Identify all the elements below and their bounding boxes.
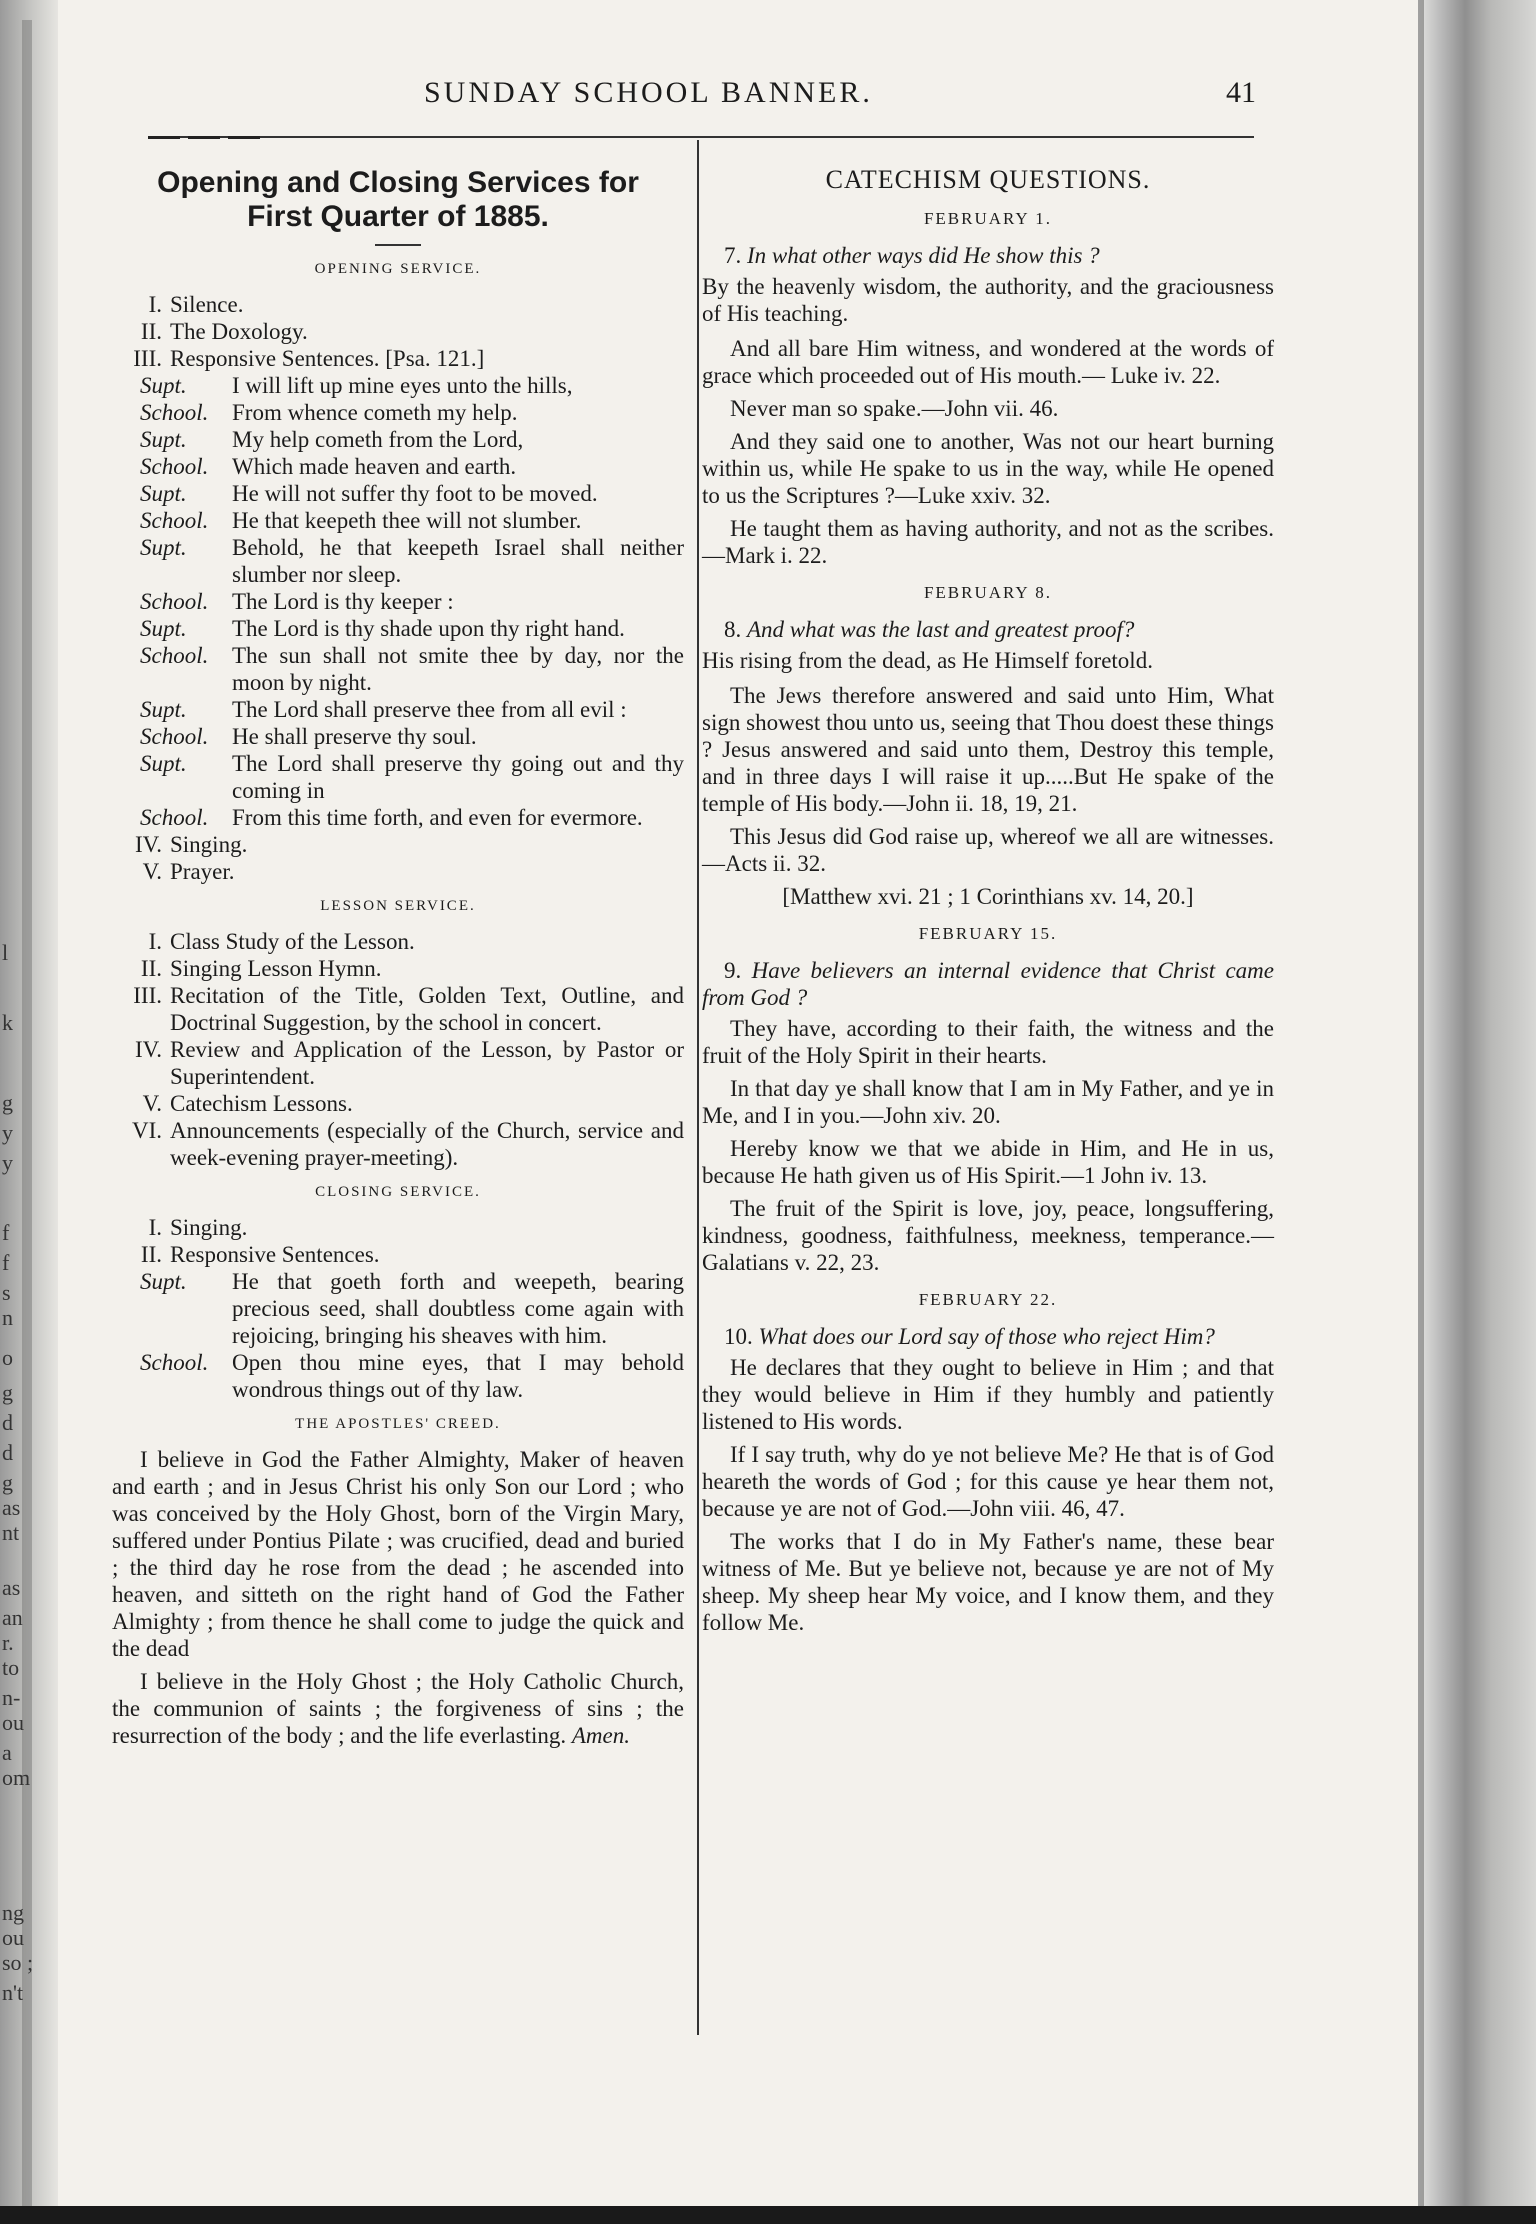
speaker-label: Supt. xyxy=(140,373,187,398)
numbered-item xyxy=(112,982,684,1036)
responsive-line xyxy=(112,1349,684,1403)
speaker-label: Supt. xyxy=(140,616,187,641)
closing-responsive-sentences xyxy=(112,1268,684,1403)
answer-paragraph: By the heavenly wisdom, the authority, and the graciousness of His teaching. xyxy=(702,274,1274,326)
answer-paragraph: His rising from the dead, as He Himself foretold. xyxy=(702,648,1153,673)
responsive-line xyxy=(112,1268,684,1349)
item-number: I. xyxy=(148,292,162,317)
speaker-label: Supt. xyxy=(140,751,187,776)
answer-paragraph: The works that I do in My Father's name, these bear witness of Me. But ye believe not, because ye are not of My sheep. My sheep hear My voice, and I know them, and they follow Me. xyxy=(702,1529,1274,1635)
numbered-item xyxy=(112,831,684,858)
responsive-sentences xyxy=(112,372,684,831)
answer-paragraph: They have, according to their faith, the witness and the fruit of the Holy Spirit in their hearts. xyxy=(702,1016,1274,1068)
answer-paragraph: And all bare Him witness, and wondered at the words of grace which proceeded out of His mouth.— Luke iv. 22. xyxy=(702,336,1274,388)
left-column xyxy=(112,166,684,1755)
creed-paragraph-1: I believe in God the Father Almighty, Maker of heaven and earth ; and in Jesus Christ his only Son our Lord ; who was conceived by the Holy Ghost, born of the Virgin Mary, suffered under Pontius Pilate ; was crucified, dead and buried ; the third day he rose from the dead ; he ascended into heaven, and sitteth on the right hand of God the Father Almighty ; from thence he shall come to judge the quick and the dead xyxy=(112,1447,684,1661)
margin-fragment: f xyxy=(2,1250,10,1275)
closing-service-heading: CLOSING SERVICE. xyxy=(315,1184,481,1200)
answer-paragraph: In that day ye shall know that I am in My Father, and ye in Me, and I in you.—John xiv. 20. xyxy=(702,1076,1274,1128)
numbered-item xyxy=(112,291,684,318)
responsive-text: Which made heaven and earth. xyxy=(232,454,517,479)
responsive-line xyxy=(112,534,684,588)
item-number: V. xyxy=(142,859,162,884)
item-text: Review and Application of the Lesson, by Pastor or Superintendent. xyxy=(170,1037,684,1089)
answer-paragraph: Never man so spake.—John vii. 46. xyxy=(730,396,1059,421)
numbered-item xyxy=(112,318,684,345)
answer-paragraph: And they said one to another, Was not our heart burning within us, while He spake to us in the way, while He opened to us the Scriptures ?—Luke xxiv. 32. xyxy=(702,429,1274,508)
numbered-item xyxy=(112,955,684,982)
responsive-text: He shall preserve thy soul. xyxy=(232,724,477,749)
catechism-question xyxy=(702,616,1274,643)
responsive-text: The Lord is thy shade upon thy right hand. xyxy=(232,616,625,641)
speaker-label: School. xyxy=(140,643,209,668)
responsive-text: The sun shall not smite thee by day, nor the moon by night. xyxy=(232,643,684,695)
item-number: II. xyxy=(140,956,162,981)
catechism-section xyxy=(702,920,1274,1276)
item-text: Singing Lesson Hymn. xyxy=(170,956,382,981)
margin-fragment: d xyxy=(2,1410,13,1435)
speaker-label: School. xyxy=(140,1350,209,1375)
responsive-text: He will not suffer thy foot to be moved. xyxy=(232,481,598,506)
numbered-item xyxy=(112,1214,684,1241)
catechism-section xyxy=(702,1286,1274,1636)
responsive-text: He that keepeth thee will not slumber. xyxy=(232,508,582,533)
lesson-service-heading: LESSON SERVICE. xyxy=(320,898,476,914)
answer-paragraph: Hereby know we that we abide in Him, and He in us, because He hath given us of His Spirit.—1 John iv. 13. xyxy=(702,1136,1274,1188)
margin-fragment: ng xyxy=(2,1900,24,1925)
opening-items xyxy=(112,291,684,372)
item-text: Silence. xyxy=(170,292,244,317)
responsive-line xyxy=(112,750,684,804)
margin-fragment: an xyxy=(2,1605,23,1630)
item-number: III. xyxy=(133,983,162,1008)
numbered-item xyxy=(112,1090,684,1117)
numbered-item xyxy=(112,1117,684,1171)
question-text: What does our Lord say of those who reject Him? xyxy=(758,1324,1215,1349)
margin-fragment: n- xyxy=(2,1685,21,1710)
margin-fragment: y xyxy=(2,1120,13,1145)
responsive-line xyxy=(112,426,684,453)
responsive-text: Open thou mine eyes, that I may behold wondrous things out of thy law. xyxy=(232,1350,684,1402)
date-heading: FEBRUARY 8. xyxy=(923,583,1053,602)
margin-fragment: f xyxy=(2,1220,10,1245)
item-text: Prayer. xyxy=(170,859,235,884)
responsive-text: From whence cometh my help. xyxy=(232,400,518,425)
margin-fragment: as xyxy=(2,1495,21,1520)
question-text: Have believers an internal evidence that Christ came from God ? xyxy=(702,958,1274,1010)
responsive-text: He that goeth forth and weepeth, bearing precious seed, shall doubtless come again with rejoicing, bringing his sheaves with him. xyxy=(232,1269,684,1348)
item-text: Catechism Lessons. xyxy=(170,1091,353,1116)
responsive-line xyxy=(112,399,684,426)
catechism-section xyxy=(702,579,1274,910)
item-number: I. xyxy=(148,1215,162,1240)
margin-fragment: om xyxy=(2,1765,31,1790)
page-title xyxy=(112,166,684,234)
item-number: IV. xyxy=(134,832,162,857)
bottom-edge xyxy=(0,2206,1536,2224)
responsive-text: I will lift up mine eyes unto the hills, xyxy=(232,373,573,398)
margin-fragment: l xyxy=(2,940,9,965)
creed-paragraph-2 xyxy=(112,1668,684,1749)
responsive-line xyxy=(112,723,684,750)
numbered-item xyxy=(112,928,684,955)
item-text: Singing. xyxy=(170,1215,248,1240)
lesson-items xyxy=(112,928,684,1171)
catechism-sections xyxy=(702,205,1274,1636)
speaker-label: School. xyxy=(140,508,209,533)
responsive-line xyxy=(112,615,684,642)
responsive-line xyxy=(112,696,684,723)
right-binding xyxy=(1418,0,1536,2224)
responsive-text: From this time forth, and even for evermore. xyxy=(232,805,643,830)
running-head: SUNDAY SCHOOL BANNER. xyxy=(424,76,873,109)
date-heading: FEBRUARY 22. xyxy=(918,1290,1058,1309)
margin-fragment: to xyxy=(2,1655,20,1680)
speaker-label: Supt. xyxy=(140,535,187,560)
speaker-label: Supt. xyxy=(140,1269,187,1294)
header-rule xyxy=(148,136,1254,138)
answer-paragraph: If I say truth, why do ye not believe Me? He that is of God heareth the words of God ; for this cause ye hear them not, because ye are not of God.—John viii. 46, 47. xyxy=(702,1442,1274,1521)
column-divider xyxy=(697,140,699,2035)
responsive-line xyxy=(112,480,684,507)
speaker-label: Supt. xyxy=(140,481,187,506)
right-column xyxy=(702,166,1274,1642)
margin-fragment: n xyxy=(2,1305,13,1330)
catechism-section xyxy=(702,205,1274,569)
margin-fragment: as xyxy=(2,1575,21,1600)
catechism-question xyxy=(702,1323,1274,1350)
catechism-question xyxy=(702,242,1274,269)
margin-fragment: g xyxy=(2,1470,13,1495)
responsive-text: The Lord is thy keeper : xyxy=(232,589,454,614)
margin-fragment: y xyxy=(2,1150,13,1175)
margin-fragment: nt xyxy=(2,1520,20,1545)
numbered-item xyxy=(112,1241,684,1268)
question-text: And what was the last and greatest proof? xyxy=(747,617,1135,642)
responsive-line xyxy=(112,588,684,615)
responsive-text: The Lord shall preserve thy going out and thy coming in xyxy=(232,751,684,803)
margin-fragment: k xyxy=(2,1010,13,1035)
closing-items xyxy=(112,1214,684,1268)
responsive-line xyxy=(112,642,684,696)
item-text: Responsive Sentences. [Psa. 121.] xyxy=(170,346,485,371)
question-number: 7. xyxy=(724,243,747,268)
speaker-label: Supt. xyxy=(140,697,187,722)
item-text: Class Study of the Lesson. xyxy=(170,929,415,954)
margin-fragment: s xyxy=(2,1280,11,1305)
opening-items-continued xyxy=(112,831,684,885)
margin-fragment: g xyxy=(2,1090,13,1115)
creed-amen: Amen. xyxy=(571,1723,630,1748)
item-text: The Doxology. xyxy=(170,319,308,344)
responsive-line xyxy=(112,507,684,534)
item-number: III. xyxy=(133,346,162,371)
margin-fragment: ou xyxy=(2,1925,24,1950)
answer-paragraph: The fruit of the Spirit is love, joy, peace, longsuffering, kindness, goodness, faithfulness, meekness, temperance.—Galatians v. 22, 23. xyxy=(702,1196,1274,1275)
item-text: Recitation of the Title, Golden Text, Outline, and Doctrinal Suggestion, by the school in concert. xyxy=(170,983,684,1035)
item-text: Announcements (especially of the Church, service and week-evening prayer-meeting). xyxy=(170,1118,684,1170)
date-heading: FEBRUARY 15. xyxy=(918,924,1058,943)
item-number: VI. xyxy=(131,1118,162,1143)
question-number: 8. xyxy=(724,617,747,642)
responsive-text: My help cometh from the Lord, xyxy=(232,427,524,452)
title-rule xyxy=(375,244,421,246)
responsive-line xyxy=(112,804,684,831)
question-number: 10. xyxy=(724,1324,759,1349)
margin-fragment: ou xyxy=(2,1710,24,1735)
header-rule-dashes xyxy=(148,136,268,139)
margin-fragment: d xyxy=(2,1440,13,1465)
date-heading: FEBRUARY 1. xyxy=(923,209,1053,228)
catechism-question xyxy=(702,957,1274,1011)
item-number: II. xyxy=(140,319,162,344)
answer-paragraph: This Jesus did God raise up, whereof we all are witnesses.—Acts ii. 32. xyxy=(702,824,1274,876)
margin-fragment: so ; xyxy=(2,1950,34,1975)
speaker-label: School. xyxy=(140,454,209,479)
question-number: 9. xyxy=(724,958,752,983)
speaker-label: Supt. xyxy=(140,427,187,452)
scripture-citations: [Matthew xvi. 21 ; 1 Corinthians xv. 14, 20.] xyxy=(782,884,1194,909)
margin-fragment: a xyxy=(2,1740,12,1765)
margin-fragment: r. xyxy=(2,1630,14,1655)
speaker-label: School. xyxy=(140,400,209,425)
item-text: Responsive Sentences. xyxy=(170,1242,380,1267)
responsive-line xyxy=(112,372,684,399)
margin-fragment: o xyxy=(2,1345,13,1370)
item-number: I. xyxy=(148,929,162,954)
item-number: IV. xyxy=(134,1037,162,1062)
responsive-line xyxy=(112,453,684,480)
catechism-heading: CATECHISM QUESTIONS. xyxy=(825,165,1151,194)
speaker-label: School. xyxy=(140,805,209,830)
question-text: In what other ways did He show this ? xyxy=(747,243,1100,268)
creed-paragraph-2-text: I believe in the Holy Ghost ; the Holy Catholic Church, the communion of saints ; the forgiveness of sins ; the resurrection of the body ; and the life everlasting. xyxy=(112,1669,684,1748)
numbered-item xyxy=(112,345,684,372)
title-line-1: Opening and Closing Services for xyxy=(157,166,639,199)
responsive-text: The Lord shall preserve thee from all evil : xyxy=(232,697,627,722)
item-number: V. xyxy=(142,1091,162,1116)
margin-fragment: n't xyxy=(2,1980,24,2005)
page-header xyxy=(128,76,1256,126)
responsive-text: Behold, he that keepeth Israel shall neither slumber nor sleep. xyxy=(232,535,684,587)
creed-heading: THE APOSTLES' CREED. xyxy=(295,1416,501,1432)
numbered-item xyxy=(112,1036,684,1090)
margin-fragment: g xyxy=(2,1380,13,1405)
opening-service-heading: OPENING SERVICE. xyxy=(314,261,482,277)
speaker-label: School. xyxy=(140,589,209,614)
item-number: II. xyxy=(140,1242,162,1267)
answer-paragraph: He declares that they ought to believe in Him ; and that they would believe in Him if they humbly and patiently listened to His words. xyxy=(702,1355,1274,1434)
item-text: Singing. xyxy=(170,832,248,857)
numbered-item xyxy=(112,858,684,885)
answer-paragraph: The Jews therefore answered and said unto Him, What sign showest thou unto us, seeing that Thou doest these things ? Jesus answered and said unto them, Destroy this temple, and in three days I will raise it up.....But He spake of the temple of His body.—John ii. 18, 19, 21. xyxy=(702,683,1274,816)
speaker-label: School. xyxy=(140,724,209,749)
title-line-2: First Quarter of 1885. xyxy=(247,200,549,233)
page-number: 41 xyxy=(1226,76,1256,109)
answer-paragraph: He taught them as having authority, and not as the scribes.—Mark i. 22. xyxy=(702,516,1274,568)
